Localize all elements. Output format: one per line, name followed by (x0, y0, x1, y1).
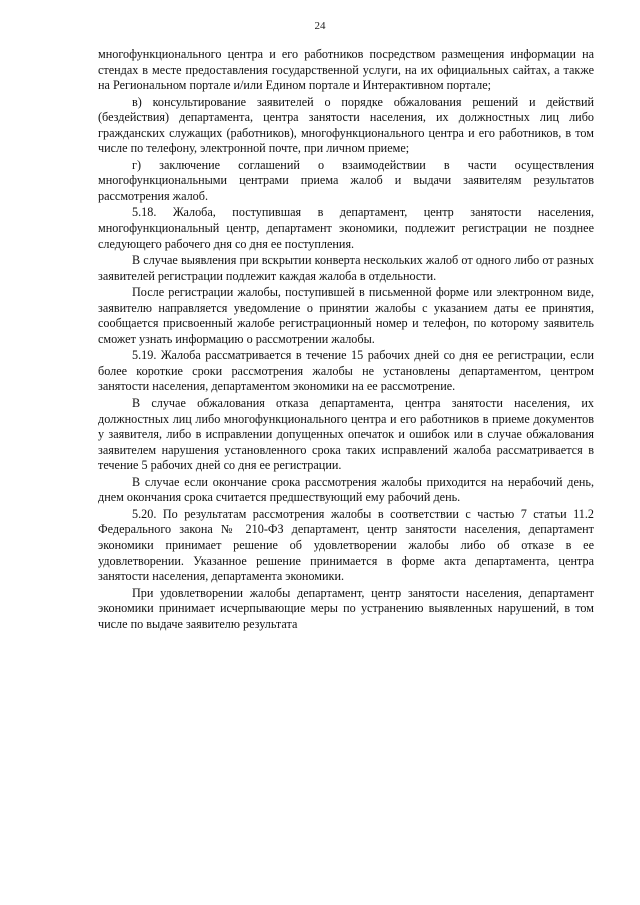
document-body (98, 47, 594, 632)
paragraph-11: При удовлетворении жалобы департамент, центр занятости населения, департамент экономики принимает исчерпывающие меры по устранению выявленных нарушений, в том числе по выдаче заявителю результата (98, 585, 594, 631)
paragraph-6: После регистрации жалобы, поступившей в письменной форме или электронном виде, заявителю направляется уведомление о принятии жалобы с указанием даты ее принятия, сообщается присвоенный жалобе регистрационный номер и телефон, по которому заявитель сможет узнать информацию о рассмотрении жалобы. (98, 285, 594, 346)
paragraph-5: В случае выявления при вскрытии конверта нескольких жалоб от одного либо от разных заявителей регистрации подлежит каждая жалоба в отдельности. (98, 253, 594, 283)
page-number: 24 (314, 20, 326, 32)
paragraph-9: В случае если окончание срока рассмотрения жалобы приходится на нерабочий день, днем окончания срока считается предшествующий ему рабочий день. (98, 474, 594, 505)
paragraph-1: многофункционального центра и его работников посредством размещения информации на стендах в месте предоставления государственной услуги, на их официальных сайтах, а также на Региональном портале и/или Едином портале и Интерактивном портале; (98, 47, 594, 93)
paragraph-10: 5.20. По результатам рассмотрения жалобы в соответствии с частью 7 статьи 11.2 Федерального закона № 210-ФЗ департамент, центр занятости населения, департамент экономики принимает решение об удовлетворении жалобы либо об отказе в ее удовлетворении. Указанное решение принимается в форме акта департамента, центра занятости населения, департамента экономики. (98, 506, 594, 584)
paragraph-3: г) заключение соглашений о взаимодействии в части осуществления многофункциональными центрами приема жалоб и выдачи заявителям результатов рассмотрения жалоб. (98, 157, 594, 203)
paragraph-2: в) консультирование заявителей о порядке обжалования решений и действий (бездействия) департамента, центра занятости населения, их должностных лиц либо гражданских служащих (работников), многофункционального центра и его работников, в том числе по телефону, электронной почте, при личном приеме; (98, 94, 594, 156)
paragraph-4: 5.18. Жалоба, поступившая в департамент, центр занятости населения, многофункциональный центр, департамент экономики, подлежит регистрации не позднее следующего рабочего дня со дня ее поступления. (98, 205, 594, 251)
paragraph-7: 5.19. Жалоба рассматривается в течение 15 рабочих дней со дня ее регистрации, если более короткие сроки рассмотрения жалобы не установлены департаментом, центром занятости населения, департаментом экономики на ее рассмотрение. (98, 348, 594, 394)
paragraph-8: В случае обжалования отказа департамента, центра занятости населения, их должностных лиц либо многофункционального центра и его работников в приеме документов у заявителя, либо в исправлении допущенных опечаток и ошибок или в случае обжалования заявителем нарушения установленного срока таких исправлений жалоба рассматривается в течение 5 рабочих дней со дня ее регистрации. (98, 396, 594, 473)
